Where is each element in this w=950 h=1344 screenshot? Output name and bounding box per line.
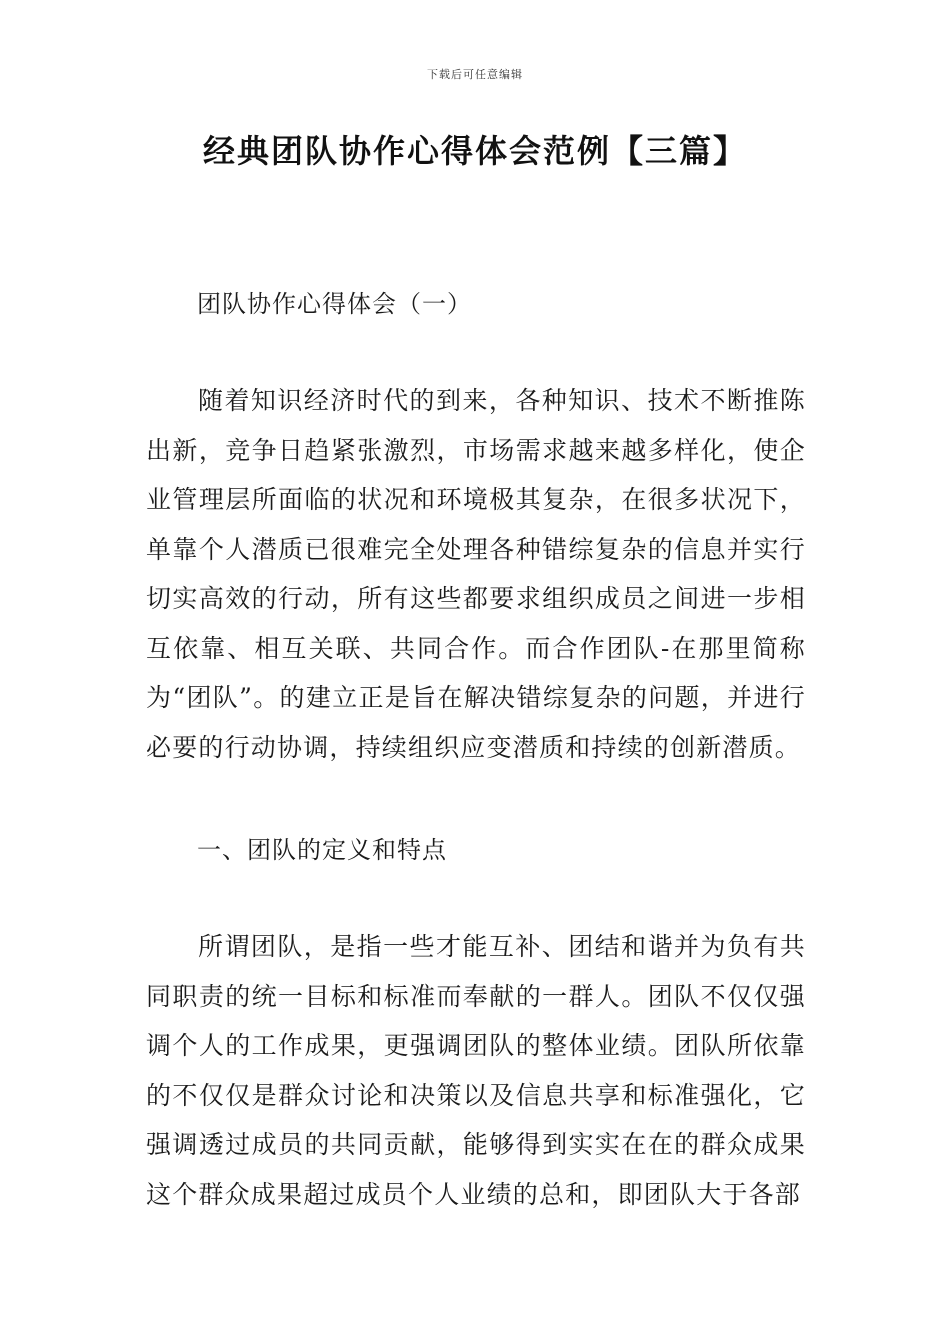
body-paragraph: 随着知识经济时代的到来，各种知识、技术不断推陈出新，竞争日趋紧张激烈，市场需求越来越多样化，使企业管理层所面临的状况和环境极其复杂，在很多状况下，单靠个人潜质已很难完全处理各种错综复杂的信息并实行切实高效的行动，所有这些都要求组织成员之间进一步相互依靠、相互关联、共同合作。而合作团队-在那里简称为“团队”。的建立正是旨在解决错综复杂的问题，并进行必要的行动协调，持续组织应变潜质和持续的创新潜质。 bbox=[146, 386, 806, 762]
subsection-heading: 一、团队的定义和特点 bbox=[197, 836, 447, 864]
section-heading: 团队协作心得体会（一） bbox=[197, 290, 472, 318]
body-paragraph: 所谓团队，是指一些才能互补、团结和谐并为负有共同职责的统一目标和标准而奉献的一群人。团队不仅仅强调个人的工作成果，更强调团队的整体业绩。团队所依靠的不仅仅是群众讨论和决策以及信息共享和标准强化，它强调透过成员的共同贡献，能够得到实实在在的群众成果这个群众成果超过成员个人业绩的总和，即团队大于各部 bbox=[146, 932, 806, 1209]
header-note: 下载后可任意编辑 bbox=[427, 68, 523, 81]
document-title: 经典团队协作心得体会范例【三篇】 bbox=[202, 132, 747, 170]
